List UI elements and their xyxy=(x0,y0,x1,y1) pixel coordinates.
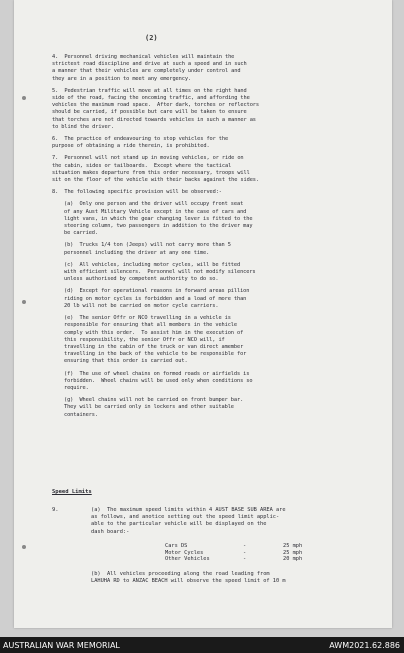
punch-hole xyxy=(22,545,26,549)
speed-row xyxy=(165,543,302,550)
paragraph-6: 6. The practice of endeavouring to stop vehicles for the purpose of obtaining a ride therein, is prohibited. xyxy=(52,136,229,150)
footer-accession-number: AWM2021.62.886 xyxy=(329,641,400,650)
paragraph-8d: (d) Except for operational reasons in forward areas pillion riding on motor cycles is forbidden and a load of more than 20 lb will not be carried on motor cycle carriers. xyxy=(64,288,250,309)
speed-row xyxy=(165,556,302,563)
footer-institution: AUSTRALIAN WAR MEMORIAL xyxy=(3,641,120,650)
dash: - xyxy=(243,543,247,549)
paragraph-8e: (e) The senior Offr or NCO travelling in a vehicle is responsible for ensuring that all members in the vehicle comply with this order. To assist him in the execution of this responsibility, the senior Offr or NCO will, if travelling in the cabin of the truck or van direct amember travelling in the back of the vehicle to be responsible for ensuring that this order is carried out. xyxy=(64,315,247,365)
paragraph-9-number: 9. xyxy=(52,507,59,513)
body-text xyxy=(52,54,370,424)
paragraph-7: 7. Personnel will not stand up in moving vehicles, or ride on the cabin, sides or tailboards. Except where the tactical situation makes departure from this order necessary, troops will sit on the floor of the vehicle with their backs against the sides. xyxy=(52,155,259,184)
section-heading: Speed Limits xyxy=(52,489,92,495)
paragraph-5: 5. Pedestrian traffic will move at all times on the right hand side of the road, facing the oncoming traffic, and affording the vehicles the maximum road space. After dark, torches or reflectors should be carried, if possible but care will be taken to ensure that torches are not directed towards vehicles in such a manner as to blind the driver. xyxy=(52,87,259,130)
punch-hole xyxy=(22,96,26,100)
punch-hole xyxy=(22,300,26,304)
vehicle-type: Motor Cycles xyxy=(165,549,204,556)
speed-limit-table xyxy=(165,543,302,563)
dash: - xyxy=(243,549,247,556)
paragraph-8c: (c) All vehicles, including motor cycles, will be fitted with efficient silencers. Personnel will not modify silencers unless authorised by competent authority to do so. xyxy=(64,261,256,283)
page-number: (2) xyxy=(145,34,158,42)
speed-limit: 20 mph xyxy=(283,556,303,563)
paragraph-8b: (b) Trucks 1/4 ton (Jeeps) will not carry more than 5 personnel including the driver at any one time. xyxy=(64,242,231,256)
paragraph-9a: (a) The maximum speed limits within 4 AUST BASE SUB AREA are as follows, and anotice setting out the speed limit applic- able to the particular vehicle will be displayed on the dash board:- xyxy=(91,507,286,535)
paragraph-4: 4. Personnel driving mechanical vehicles will maintain the strictest road discipline and drive at such a speed and in such a manner that their vehicles are completely under control and they are in a position to meet any emergency. xyxy=(52,54,247,82)
paragraph-9b: (b) All vehicles proceeding along the road leading from LAHUHA RD to ANZAC BEACH will observe the speed limit of 10 m xyxy=(91,571,286,585)
speed-limit: 25 mph xyxy=(283,543,303,549)
paragraph-8f: (f) The use of wheel chains on formed roads or airfields is forbidden. Wheel chains will be used only when conditions so require. xyxy=(64,370,253,391)
speed-limit: 25 mph xyxy=(283,549,303,556)
paragraph-8a: (a) Only one person and the driver will occupy front seat of any Aust Military Vehicle except in the case of cars and light vans, in which the gear changing lever is fitted to the steering column, two passengers in addition to the driver may be carried. xyxy=(64,201,253,237)
dash: - xyxy=(243,556,247,563)
vehicle-type: Cars DS xyxy=(165,543,188,549)
speed-row xyxy=(165,550,302,557)
paragraph-8g: (g) Wheel chains will not be carried on front bumper bar. They will be carried only in lockers and other suitable containers. xyxy=(64,397,244,418)
paragraph-8: 8. The following specific provision will be observed:- xyxy=(52,189,222,196)
vehicle-type: Other Vehicles xyxy=(165,556,210,563)
archive-footer xyxy=(0,637,404,653)
